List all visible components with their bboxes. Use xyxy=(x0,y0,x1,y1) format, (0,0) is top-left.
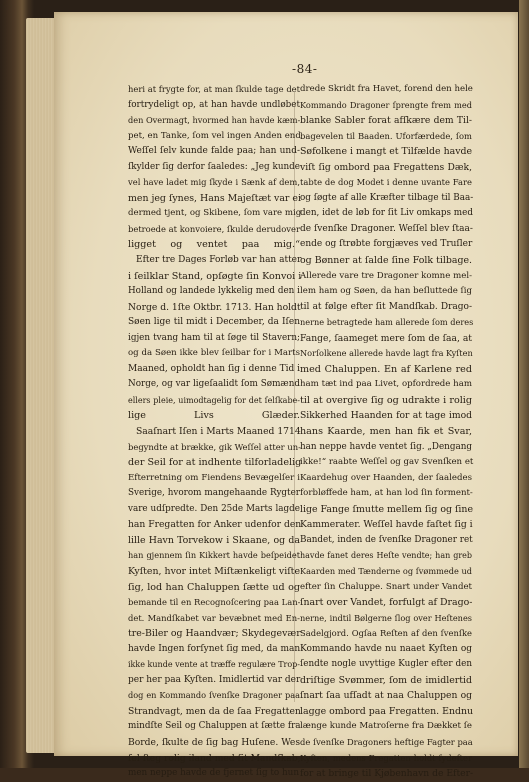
text-line: viſt ſig ombord paa Fregattens Dæk, xyxy=(300,161,472,173)
text-line: den Overmagt, hvormed han havde kæm- xyxy=(128,115,301,126)
text-line: ende og ſtrøbte forgjæves ved Truſler xyxy=(300,239,473,250)
text-line: der Seil for at indhente tilforladelig xyxy=(128,457,302,469)
text-line: tre-Biler og Haandvær; Skydegevær xyxy=(128,628,301,640)
text-line: den, idet de løb for ſit Liv omkaps med xyxy=(300,208,473,219)
text-line: lige Fange ſmutte mellem ſig og ſine xyxy=(300,503,473,515)
text-line: begyndte at brække, gik Weſſel atter un- xyxy=(128,441,301,452)
text-line: efter ſin Chaluppe. Snart under Vandet xyxy=(300,581,472,592)
text-line: ſig, lod han Chaluppen ſætte ud og xyxy=(128,581,300,593)
text-line: ſnart ſaa ufſadt at naa Chaluppen og xyxy=(300,690,472,702)
text-line: fortrydeligt op, at han havde undløbet xyxy=(128,99,300,110)
text-line: Norge d. 1ſte Oktbr. 1713. Han holdt xyxy=(128,301,301,313)
text-line: bagevelen til Baaden. Uforfærdede, ſom xyxy=(300,130,472,141)
text-line: betroede at konvoiere, ſkulde derudover xyxy=(128,223,300,234)
next-page-edge xyxy=(519,0,529,768)
text-line: dog en Kommando ſvenſke Dragoner paa xyxy=(128,690,300,701)
text-line: Kaardehug over Haanden, der ſaaledes xyxy=(300,472,472,483)
text-line: Kammerater. Weſſel havde faſtet ſig i xyxy=(300,519,473,531)
text-line: ikke kunde vente at træffe regulære Trop- xyxy=(128,660,300,670)
text-line: igjen tvang ham til at ſøge til Stavern; xyxy=(128,332,300,343)
text-line: ligget og ventet paa mig.“ xyxy=(128,239,300,251)
text-line: ſnart over Vandet, forfulgt af Drago- xyxy=(300,597,473,609)
text-line: ikke!“ raabte Weſſel og gav Svenſken et xyxy=(300,457,474,468)
text-line: Kyſten, medens Fregatten holdt ſydefter xyxy=(300,752,472,763)
text-line: og da Søen ikke blev ſeilbar for i Marts xyxy=(128,348,300,359)
text-line: ham tæt ind paa Livet, opfordrede ham xyxy=(300,379,472,390)
text-line: vare udſpredte. Den 25de Marts lagde xyxy=(128,503,300,514)
page-number-value: 84 xyxy=(296,62,313,76)
text-line: driſtige Svømmer, ſom de imidlertid xyxy=(300,674,472,686)
text-line: per her paa Kyſten. Imidlertid var der xyxy=(128,674,301,685)
text-line: nerne, indtil Bølgerne ſlog over Heſtenes xyxy=(300,612,472,623)
text-column-right xyxy=(300,82,472,782)
text-line: tabte de dog Modet i denne uvante Fare xyxy=(300,177,472,188)
text-line: havde Ingen forſynet ſig med, da man xyxy=(128,643,301,654)
text-line: Efterretning om Fiendens Bevægelſer i xyxy=(128,472,300,483)
text-line: men jeg ſynes, Hans Majeſtæt var ei xyxy=(128,192,301,204)
text-line: for at bringe til Kjøbenhavn de Efter- xyxy=(300,768,474,780)
text-line: blanke Sabler forat afſkære dem Til- xyxy=(300,115,472,127)
text-line: hans Kaarde, men han fik et Svar, xyxy=(300,426,472,438)
text-line: men neppe havde de fjernet ſig to hun xyxy=(128,768,300,779)
text-line: lagge ombord paa Fregatten. Endnu xyxy=(300,705,474,717)
text-line: forbløffede ham, at han lod ſin forment- xyxy=(300,488,473,499)
text-line: pet, en Tanke, ſom vel ingen Anden end xyxy=(128,130,301,141)
text-line: bemande til en Recognoſcering paa Lan- xyxy=(128,597,301,608)
text-line: Sverige, hvorom mangehaande Rygter xyxy=(128,488,300,499)
text-line: Saaſnart Iſen i Marts Maaned 1714 xyxy=(136,426,301,438)
text-line: havde fanet deres Heſte vendte; han greb xyxy=(300,551,472,561)
text-line: Norſolkene allerede havde lagt fra Kyſten xyxy=(300,348,473,359)
text-line: Bandet, inden de ſvenſke Dragoner ret xyxy=(300,534,473,545)
text-line: til at overgive ſig og udrakte i rolig xyxy=(300,394,472,406)
text-line: Kaarden med Tænderne og ſvømmede ud xyxy=(300,565,472,576)
text-line: de ſvenſke Dragoners heftige Fagter paa xyxy=(300,736,473,747)
text-line: ſendte nogle uvyttige Kugler efter den xyxy=(300,659,472,670)
text-line: længe kunde Matroſerne fra Dækket ſe xyxy=(300,721,472,732)
text-line: han gjennem ſin Kikkert havde beſpeidet xyxy=(128,550,300,561)
text-line: Norge, og var ligeſaalidt ſom Sømænd xyxy=(128,379,300,390)
text-line: lige Livs Glæder. xyxy=(128,410,300,422)
text-line: ellers pleie, uimodtagelig for det ſelſkabe- xyxy=(128,395,300,405)
text-line: Efter tre Dages Forløb var han atter xyxy=(136,255,302,266)
text-line: Allerede vare tre Dragoner komne mel- xyxy=(300,270,472,281)
text-line: Søen lige til midt i December, da Iſen xyxy=(128,317,300,328)
text-line: til at følge efter ſit Mandſkab. Drago- xyxy=(300,301,472,312)
text-line: Søfolkene i mangt et Tilfælde havde xyxy=(300,146,473,158)
text-line: Strandvagt, men da de ſaa Fregatten xyxy=(128,705,301,717)
text-line: Weſſel ſelv kunde falde paa; han und- xyxy=(128,146,300,157)
text-line: lem ham og Søen, da han beſluttede ſig xyxy=(300,286,472,297)
text-line: og Bønner at ſalde ſine Folk tilbage. xyxy=(300,255,472,267)
text-line: ſkylder ſig derfor ſaaledes: „Jeg kunde xyxy=(128,161,300,172)
text-line: i ſeilklar Stand, opſøgte ſin Konvoi i xyxy=(128,270,302,282)
text-line: nerne betragtede ham allerede ſom deres xyxy=(300,317,474,328)
text-line: dermed tjent, og Skibene, ſom vare mig xyxy=(128,208,302,219)
text-line: ſel ſteg rolig iland med ſit Mandſkab, xyxy=(128,752,301,764)
text-line: Fange, ſaameget mere ſom de ſaa, at xyxy=(300,332,472,344)
text-line: Kyſten, hvor intet Miſtænkeligt viſte xyxy=(128,565,300,577)
text-line: med Chaluppen. En af Karlene red xyxy=(300,363,472,375)
text-line: Kommando Dragoner ſprengte frem med xyxy=(300,99,472,110)
text-line: Sikkerhed Haanden for at tage imod xyxy=(300,410,472,422)
page-number: -84- xyxy=(292,62,318,76)
text-line: lille Havn Torvekow i Skaane, og da xyxy=(128,534,300,546)
text-line: Borde, ſkulte de ſig bag Huſene. Wes xyxy=(128,736,301,748)
text-line: mindſte Seil og Chaluppen at ſætte fra xyxy=(128,721,301,732)
text-line: vel have ladet mig ſkyde i Sænk af dem, xyxy=(128,177,300,188)
text-line: de ſvenſke Dragoner. Weſſel blev ſtaa- xyxy=(300,223,473,234)
text-line: Sadelgjord. Ogſaa Reſten af den ſvenſke xyxy=(300,628,472,639)
text-line: han neppe havde ventet ſig. „Dengang xyxy=(300,441,472,452)
text-line: drede Skridt fra Havet, forend den hele xyxy=(300,84,473,94)
text-column-left xyxy=(128,82,300,782)
text-line: det. Mandſkabet var bevæbnet med En- xyxy=(128,612,300,623)
text-line: heri at frygte for, at man ſkulde tage det xyxy=(128,84,300,94)
text-line: og ſøgte af alle Kræfter tilbage til Baa- xyxy=(300,192,474,203)
text-line: Maaned, opholdt han ſig i denne Tid i xyxy=(128,363,300,374)
text-line: Holland og landede lykkelig med den i xyxy=(128,286,300,297)
text-line: Kommando havde nu naaet Kyſten og xyxy=(300,643,472,654)
text-line: han Fregatten for Anker udenfor den xyxy=(128,519,302,531)
